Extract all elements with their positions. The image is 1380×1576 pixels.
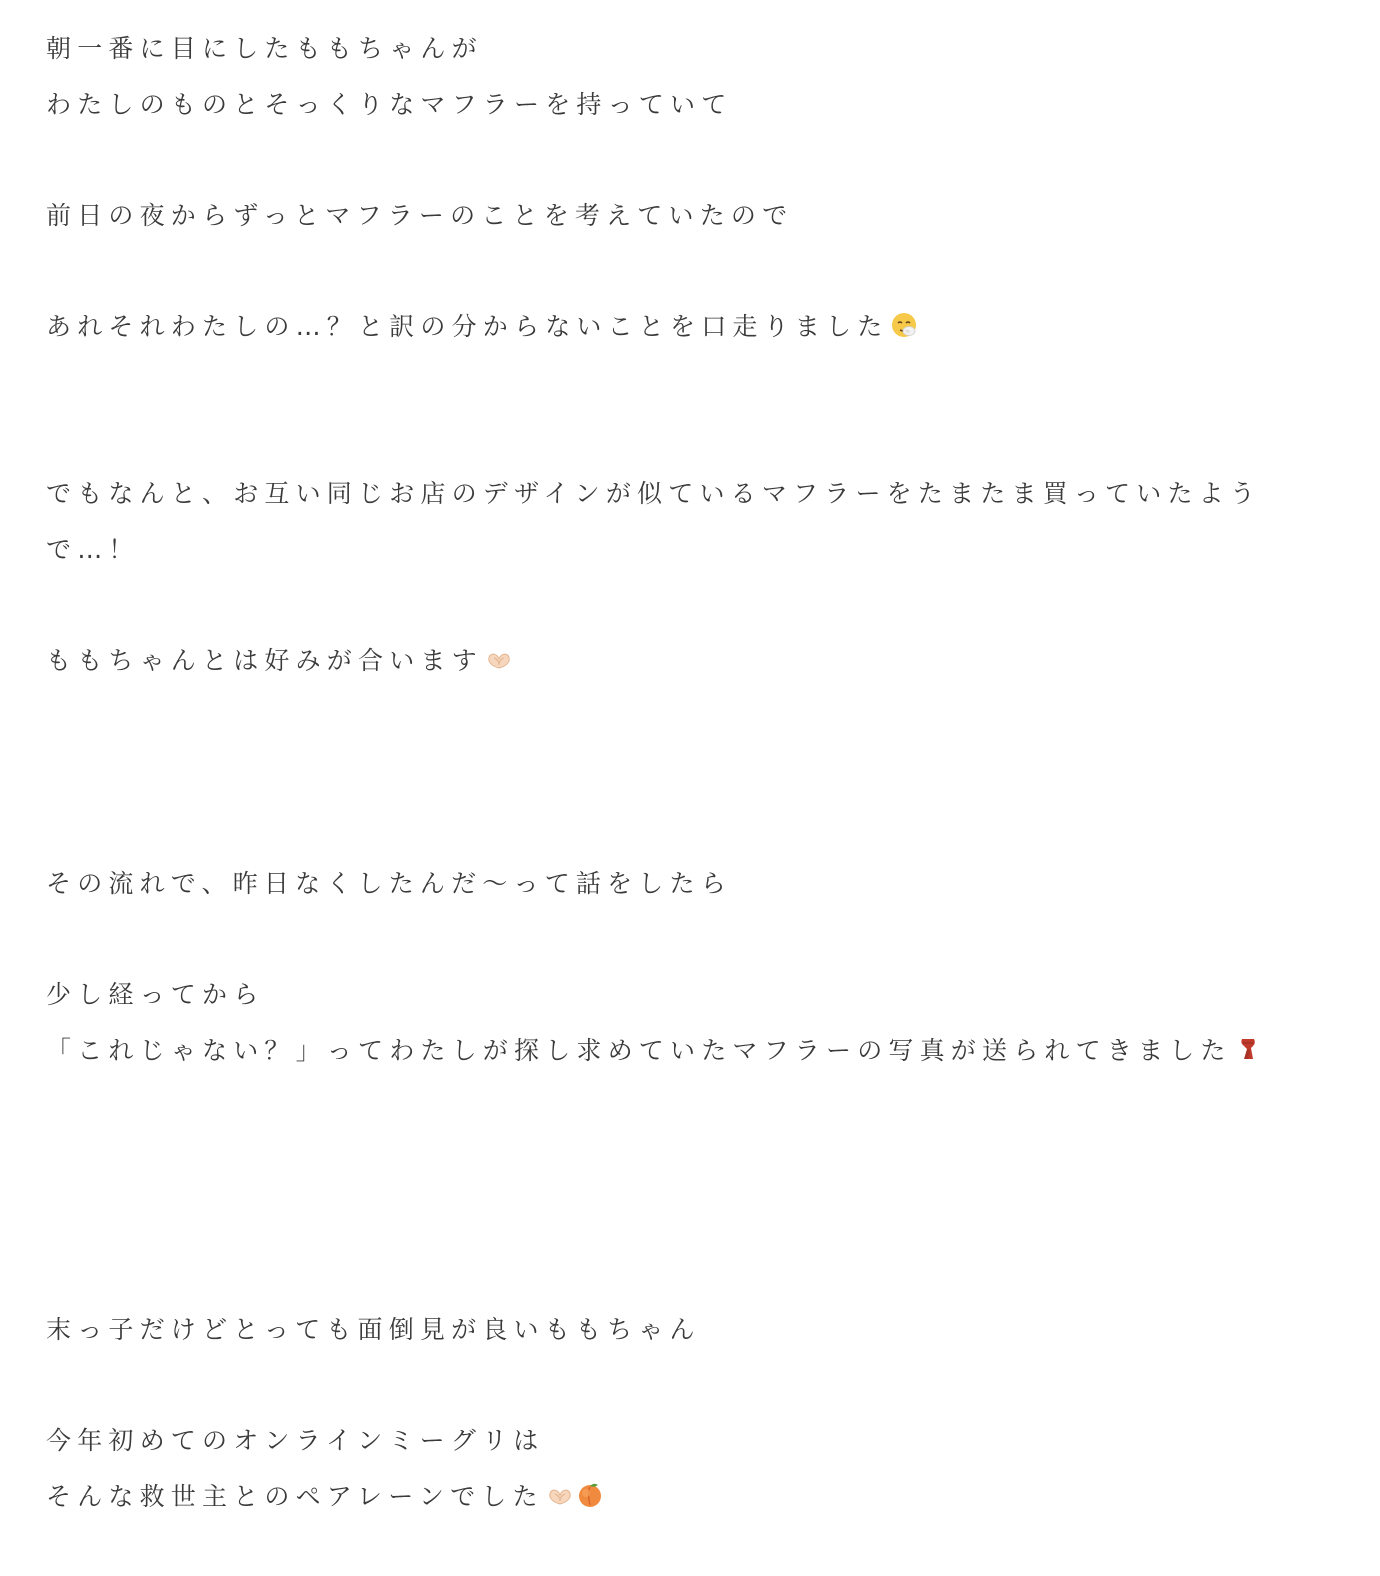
text-line (46, 77, 732, 133)
text-line (46, 188, 793, 244)
text-line (46, 856, 732, 912)
line-text: 末っ子だけどとっても面倒見が良いももちゃん (46, 1315, 701, 1344)
line-text: ももちゃんとは好みが合います (46, 646, 483, 675)
text-line (46, 1469, 604, 1525)
text-line (46, 1413, 544, 1469)
line-text: 少し経ってから (46, 980, 265, 1009)
text-line (46, 967, 264, 1023)
line-text: で…！ (46, 535, 140, 564)
text-line (46, 299, 918, 355)
text-line (46, 21, 483, 77)
sneezing-face-icon (890, 311, 918, 339)
line-text: でもなんと、お互い同じお店のデザインが似ているマフラーをたまたま買っていたよう (46, 479, 1262, 508)
text-line (46, 633, 513, 689)
heart-hands-icon (546, 1481, 574, 1509)
text-line (46, 522, 140, 578)
text-line (46, 466, 1261, 522)
line-text: その流れで、昨日なくしたんだ〜って話をしたら (46, 869, 732, 898)
line-text: そんな救世主とのペアレーンでした (46, 1482, 544, 1511)
line-text: あれそれわたしの…？と訳の分からないことを口走りました (46, 312, 889, 341)
text-line (46, 1023, 1262, 1079)
line-text: 今年初めてのオンラインミーグリは (46, 1426, 545, 1455)
line-text: 前日の夜からずっとマフラーのことを考えていたので (46, 201, 794, 230)
peach-icon (576, 1481, 604, 1509)
line-text: 「これじゃない？」ってわたしが探し求めていたマフラーの写真が送られてきました (46, 1036, 1232, 1065)
scarf-icon (1234, 1035, 1262, 1063)
line-text: わたしのものとそっくりなマフラーを持っていて (46, 90, 733, 119)
line-text: 朝一番に目にしたももちゃんが (46, 34, 483, 63)
text-line (46, 1302, 701, 1358)
heart-hands-icon (485, 645, 513, 673)
